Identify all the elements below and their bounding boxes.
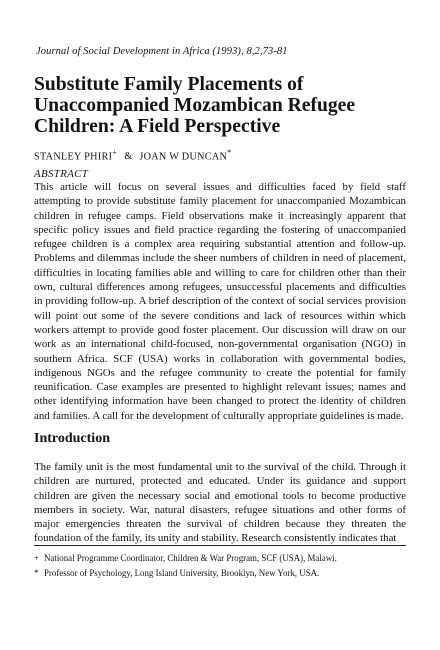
article-title: Substitute Family Placements of Unaccompanied Mozambican Refugee Children: A Field Perspective: [34, 74, 356, 137]
footnote-mark: *: [34, 568, 39, 578]
footnote-text: National Programme Coordinator, Children & War Program, SCF (USA), Malawi.: [44, 553, 337, 563]
footnote-text: Professor of Psychology, Long Island University, Brooklyn, New York, USA.: [44, 568, 320, 578]
footnote-mark: +: [34, 553, 40, 563]
author-line: [34, 147, 232, 162]
introduction-text: The family unit is the most fundamental unit to the survival of the child. Through it children are nurtured, protected and educated. Under its guidance and support children are given the necessary social and emotional tools to become productive members in society. War, natural disasters, refugee situations and other forms of major emergencies threaten the survival of children because they threaten the foundation of the family, its unity and stability. Research consistently indicates that: [34, 461, 406, 545]
author-separator: &: [124, 151, 133, 163]
footnote: [34, 566, 414, 581]
section-heading-introduction: Introduction: [34, 431, 110, 446]
journal-citation: Journal of Social Development in Africa (1993), 8,2,73-81: [36, 46, 288, 57]
author-name: STANLEY PHIRI: [34, 151, 113, 163]
footnote: [34, 551, 414, 566]
author-name: JOAN W DUNCAN: [139, 151, 228, 163]
footnotes: [34, 551, 414, 581]
abstract-text: This article will focus on several issues and difficulties faced by field staff attempting to provide substitute family placement for unaccompanied Mozambican children in refugee camps. Field observations make it increasingly apparent that specific policy issues and field practice regarding the fostering of unaccompanied refugee children is a complex area requiring substantial attention and follow-up. Problems and dilemmas include the sheer numbers of children in need of placement, difficulties in locating families able and willing to care for children other than their own, cultural differences among refugees, unsuccessful placements and difficulties in providing follow-up. A brief description of the context of social services provision will point out some of the severe conditions and lack of resources within which workers attempt to provide good foster placement. Our discussion will draw on our work as an international child-focused, non-governmental organisation (NGO) in southern Africa. SCF (USA) works in collaboration with governmental bodies, indigenous NGOs and the refugee community to create the potential for family reunification. Case examples are presented to highlight relevant issues; names and other identifying information have been changed to protect the identity of children and families. A call for the development of culturally appropriate guidelines is made.: [34, 181, 406, 422]
author-mark: +: [112, 147, 118, 157]
author-mark: *: [227, 147, 232, 157]
abstract-heading: ABSTRACT: [34, 168, 89, 180]
footnote-divider: [34, 545, 406, 546]
